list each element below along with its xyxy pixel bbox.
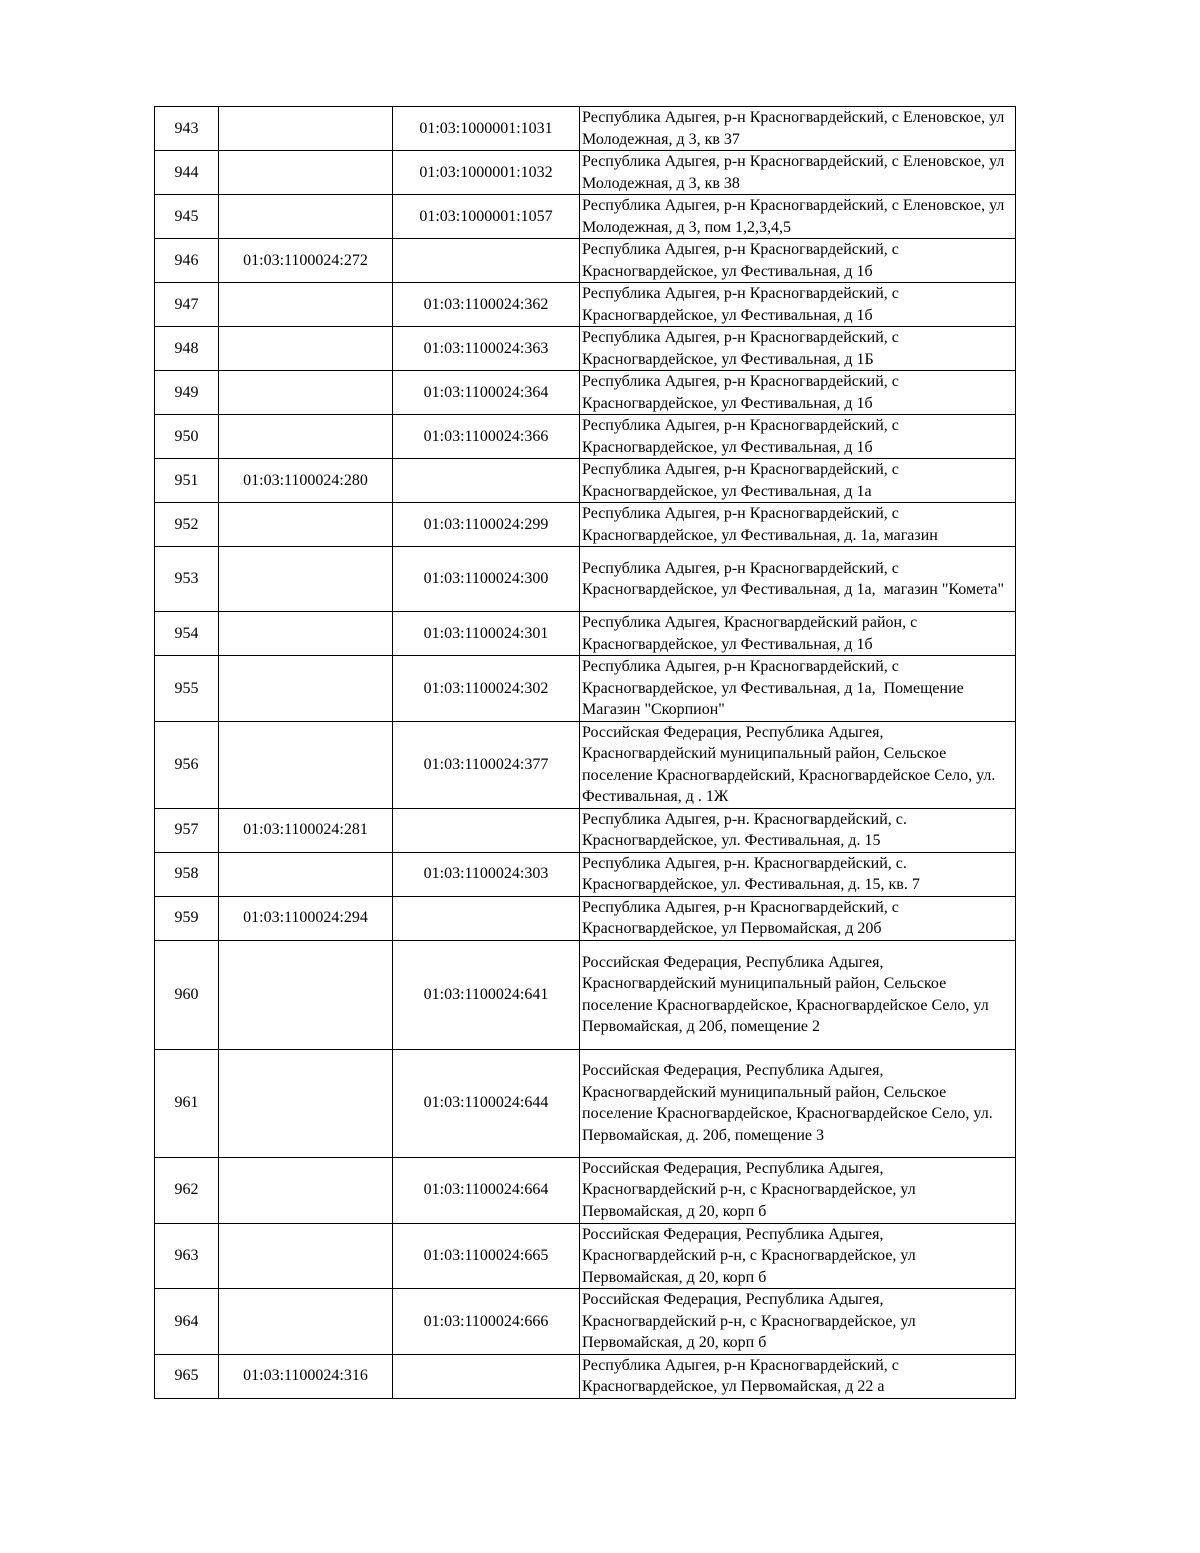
- land-cadastral-number: [219, 1157, 393, 1223]
- row-number: 962: [155, 1157, 219, 1223]
- land-cadastral-number: [219, 1289, 393, 1355]
- object-cadastral-number: 01:03:1100024:300: [393, 547, 580, 612]
- row-number: 944: [155, 151, 219, 195]
- land-cadastral-number: [219, 612, 393, 656]
- address-cell: Республика Адыгея, р-н Красногвардейский, с Красногвардейское, ул Фестивальная, д 1а: [580, 459, 1016, 503]
- object-cadastral-number: 01:03:1100024:302: [393, 656, 580, 722]
- land-cadastral-number: [219, 151, 393, 195]
- object-cadastral-number: [393, 896, 580, 940]
- land-cadastral-number: 01:03:1100024:280: [219, 459, 393, 503]
- object-cadastral-number: 01:03:1000001:1057: [393, 195, 580, 239]
- object-cadastral-number: 01:03:1100024:303: [393, 852, 580, 896]
- address-cell: Республика Адыгея, р-н Красногвардейский, с Красногвардейское, ул Фестивальная, д 1Б: [580, 327, 1016, 371]
- row-number: 960: [155, 940, 219, 1049]
- address-cell: Российская Федерация, Республика Адыгея, Красногвардейский р-н, с Красногвардейское, ул Первомайская, д 20, корп б: [580, 1157, 1016, 1223]
- land-cadastral-number: 01:03:1100024:281: [219, 808, 393, 852]
- table-row: [155, 656, 1016, 722]
- land-cadastral-number: [219, 371, 393, 415]
- row-number: 958: [155, 852, 219, 896]
- object-cadastral-number: 01:03:1100024:641: [393, 940, 580, 1049]
- address-cell: Республика Адыгея, р-н Красногвардейский, с Красногвардейское, ул Фестивальная, д. 1а, магазин: [580, 503, 1016, 547]
- address-cell: Российская Федерация, Республика Адыгея, Красногвардейский муниципальный район, Сельское поселение Красногвардейский, Красногвардейское Село, ул. Фестивальная, д . 1Ж: [580, 721, 1016, 808]
- land-cadastral-number: [219, 852, 393, 896]
- object-cadastral-number: 01:03:1100024:644: [393, 1049, 580, 1157]
- land-cadastral-number: 01:03:1100024:316: [219, 1354, 393, 1398]
- row-number: 959: [155, 896, 219, 940]
- table-row: [155, 283, 1016, 327]
- address-cell: Республика Адыгея, р-н. Красногвардейский, с. Красногвардейское, ул. Фестивальная, д. 15: [580, 808, 1016, 852]
- row-number: 961: [155, 1049, 219, 1157]
- land-cadastral-number: [219, 503, 393, 547]
- object-cadastral-number: 01:03:1100024:301: [393, 612, 580, 656]
- address-cell: Республика Адыгея, р-н Красногвардейский, с Красногвардейское, ул Фестивальная, д 1б: [580, 371, 1016, 415]
- land-cadastral-number: [219, 107, 393, 151]
- address-cell: Республика Адыгея, р-н Красногвардейский, с Красногвардейское, ул Первомайская, д 22 а: [580, 1354, 1016, 1398]
- table-row: [155, 459, 1016, 503]
- row-number: 964: [155, 1289, 219, 1355]
- address-cell: Российская Федерация, Республика Адыгея, Красногвардейский р-н, с Красногвардейское, ул Первомайская, д 20, корп б: [580, 1223, 1016, 1289]
- address-cell: Республика Адыгея, р-н Красногвардейский, с Еленовское, ул Молодежная, д 3, кв 38: [580, 151, 1016, 195]
- table-row: [155, 107, 1016, 151]
- table-row: [155, 721, 1016, 808]
- row-number: 943: [155, 107, 219, 151]
- object-cadastral-number: 01:03:1000001:1031: [393, 107, 580, 151]
- table-row: [155, 371, 1016, 415]
- row-number: 948: [155, 327, 219, 371]
- object-cadastral-number: 01:03:1100024:666: [393, 1289, 580, 1355]
- row-number: 947: [155, 283, 219, 327]
- row-number: 965: [155, 1354, 219, 1398]
- object-cadastral-number: [393, 459, 580, 503]
- row-number: 952: [155, 503, 219, 547]
- address-cell: Российская Федерация, Республика Адыгея, Красногвардейский муниципальный район, Сельское поселение Красногвардейское, Красногвардейское Село, ул. Первомайская, д. 20б, помещение 3: [580, 1049, 1016, 1157]
- property-registry-table: [154, 106, 1016, 1399]
- row-number: 951: [155, 459, 219, 503]
- table-row: [155, 195, 1016, 239]
- address-cell: Республика Адыгея, р-н Красногвардейский, с Еленовское, ул Молодежная, д 3, кв 37: [580, 107, 1016, 151]
- row-number: 956: [155, 721, 219, 808]
- table-row: [155, 808, 1016, 852]
- object-cadastral-number: [393, 808, 580, 852]
- table-row: [155, 1157, 1016, 1223]
- object-cadastral-number: 01:03:1000001:1032: [393, 151, 580, 195]
- land-cadastral-number: [219, 415, 393, 459]
- table-row: [155, 415, 1016, 459]
- table-row: [155, 327, 1016, 371]
- row-number: 949: [155, 371, 219, 415]
- address-cell: Российская Федерация, Республика Адыгея, Красногвардейский муниципальный район, Сельское поселение Красногвардейское, Красногвардейское Село, ул Первомайская, д 20б, помещение 2: [580, 940, 1016, 1049]
- table-row: [155, 503, 1016, 547]
- object-cadastral-number: 01:03:1100024:377: [393, 721, 580, 808]
- land-cadastral-number: [219, 195, 393, 239]
- land-cadastral-number: [219, 940, 393, 1049]
- land-cadastral-number: [219, 547, 393, 612]
- land-cadastral-number: [219, 656, 393, 722]
- table-row: [155, 852, 1016, 896]
- row-number: 963: [155, 1223, 219, 1289]
- object-cadastral-number: 01:03:1100024:299: [393, 503, 580, 547]
- land-cadastral-number: 01:03:1100024:272: [219, 239, 393, 283]
- land-cadastral-number: 01:03:1100024:294: [219, 896, 393, 940]
- table-row: [155, 1289, 1016, 1355]
- address-cell: Российская Федерация, Республика Адыгея, Красногвардейский р-н, с Красногвардейское, ул Первомайская, д 20, корп б: [580, 1289, 1016, 1355]
- address-cell: Республика Адыгея, р-н Красногвардейский, с Еленовское, ул Молодежная, д 3, пом 1,2,3,4,5: [580, 195, 1016, 239]
- object-cadastral-number: 01:03:1100024:664: [393, 1157, 580, 1223]
- row-number: 953: [155, 547, 219, 612]
- object-cadastral-number: [393, 1354, 580, 1398]
- table-row: [155, 151, 1016, 195]
- object-cadastral-number: [393, 239, 580, 283]
- table-body: [155, 107, 1016, 1399]
- land-cadastral-number: [219, 283, 393, 327]
- row-number: 957: [155, 808, 219, 852]
- address-cell: Республика Адыгея, р-н Красногвардейский, с Красногвардейское, ул Фестивальная, д 1а, магазин "Комета": [580, 547, 1016, 612]
- table-row: [155, 1049, 1016, 1157]
- address-cell: Республика Адыгея, р-н Красногвардейский, с Красногвардейское, ул Первомайская, д 20б: [580, 896, 1016, 940]
- object-cadastral-number: 01:03:1100024:363: [393, 327, 580, 371]
- row-number: 955: [155, 656, 219, 722]
- land-cadastral-number: [219, 1223, 393, 1289]
- table-row: [155, 1354, 1016, 1398]
- table-row: [155, 547, 1016, 612]
- table-row: [155, 940, 1016, 1049]
- table-row: [155, 612, 1016, 656]
- address-cell: Республика Адыгея, р-н Красногвардейский, с Красногвардейское, ул Фестивальная, д 1б: [580, 283, 1016, 327]
- address-cell: Республика Адыгея, р-н Красногвардейский, с Красногвардейское, ул Фестивальная, д 1б: [580, 239, 1016, 283]
- address-cell: Республика Адыгея, р-н Красногвардейский, с Красногвардейское, ул Фестивальная, д 1а, Помещение Магазин "Скорпион": [580, 656, 1016, 722]
- address-cell: Республика Адыгея, р-н. Красногвардейский, с. Красногвардейское, ул. Фестивальная, д. 15, кв. 7: [580, 852, 1016, 896]
- table-row: [155, 896, 1016, 940]
- row-number: 946: [155, 239, 219, 283]
- table-row: [155, 239, 1016, 283]
- address-cell: Республика Адыгея, Красногвардейский район, с Красногвардейское, ул Фестивальная, д 1б: [580, 612, 1016, 656]
- table-row: [155, 1223, 1016, 1289]
- row-number: 950: [155, 415, 219, 459]
- land-cadastral-number: [219, 721, 393, 808]
- land-cadastral-number: [219, 327, 393, 371]
- object-cadastral-number: 01:03:1100024:665: [393, 1223, 580, 1289]
- address-cell: Республика Адыгея, р-н Красногвардейский, с Красногвардейское, ул Фестивальная, д 1б: [580, 415, 1016, 459]
- land-cadastral-number: [219, 1049, 393, 1157]
- object-cadastral-number: 01:03:1100024:362: [393, 283, 580, 327]
- row-number: 954: [155, 612, 219, 656]
- object-cadastral-number: 01:03:1100024:364: [393, 371, 580, 415]
- row-number: 945: [155, 195, 219, 239]
- object-cadastral-number: 01:03:1100024:366: [393, 415, 580, 459]
